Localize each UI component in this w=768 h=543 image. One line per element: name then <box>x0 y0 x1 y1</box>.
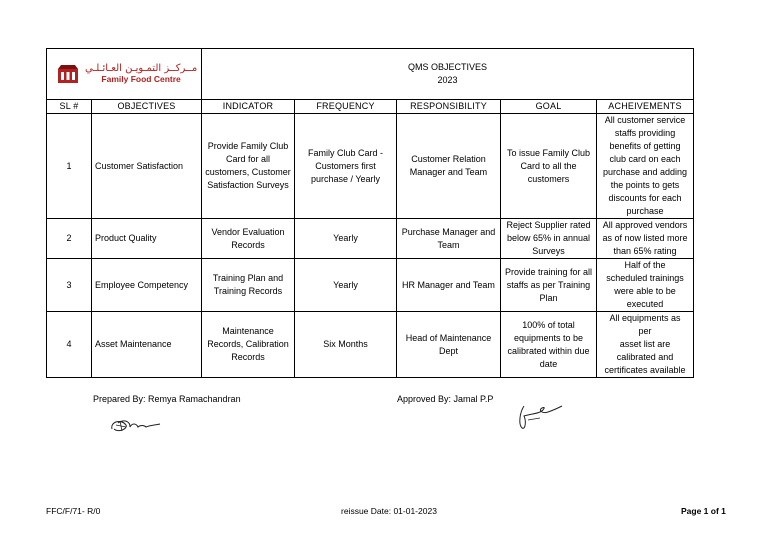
cell-line: Customers first <box>315 160 376 171</box>
cell-objective: Product Quality <box>92 219 202 259</box>
cell-objective: Asset Maintenance <box>92 312 202 378</box>
column-header: ACHEIVEMENTS <box>597 100 694 114</box>
logo-english-text: Family Food Centre <box>101 74 181 84</box>
cell-line: Six Months <box>323 339 368 349</box>
cell-line: To issue Family Club <box>506 147 591 158</box>
column-header: INDICATOR <box>202 100 295 114</box>
cell-responsibility <box>397 219 501 259</box>
table-row <box>47 312 694 378</box>
cell-goal <box>501 219 597 259</box>
cell-goal <box>501 259 597 312</box>
table-row <box>47 114 694 219</box>
cell-line: than 65% rating <box>613 246 677 256</box>
cell-line: Plan <box>539 292 558 303</box>
title-line-1: QMS OBJECTIVES <box>408 62 488 72</box>
cell-sl: 1 <box>47 114 92 219</box>
cell-line: Records, Calibration <box>207 339 289 349</box>
cell-line: All equipments as <box>609 313 681 323</box>
approved-by-signature <box>514 400 566 432</box>
cell-line: staffs as per Training <box>506 279 591 290</box>
cell-line: All customer service <box>604 115 686 125</box>
cell-line: discounts for each <box>608 193 682 203</box>
cell-achievements <box>597 259 694 312</box>
cell-line: 100% of total <box>522 319 575 330</box>
column-header: FREQUENCY <box>295 100 397 114</box>
cell-line: Dept <box>438 345 458 356</box>
page-number: Page 1 of 1 <box>681 506 726 516</box>
cell-achievements <box>597 219 694 259</box>
cell-responsibility <box>397 114 501 219</box>
cell-line: Yearly <box>333 279 358 290</box>
cell-line: customers <box>527 173 570 184</box>
cell-achievements <box>597 114 694 219</box>
page-title <box>202 49 694 100</box>
cell-frequency <box>295 219 397 259</box>
cell-sl: 4 <box>47 312 92 378</box>
title-line-2: 2023 <box>437 75 458 85</box>
cell-line: Training Plan and <box>212 273 284 283</box>
cell-line: Half of the <box>624 260 666 270</box>
cell-frequency <box>295 114 397 219</box>
cell-line: club card on each <box>609 154 681 164</box>
column-header: OBJECTIVES <box>92 100 202 114</box>
cell-sl: 2 <box>47 219 92 259</box>
approved-by-label: Approved By: Jamal P.P <box>397 394 494 404</box>
cell-line: Manager and Team <box>409 167 488 177</box>
cell-line: Satisfaction Surveys <box>207 180 289 190</box>
cell-indicator <box>202 259 295 312</box>
cell-line: Customer Relation <box>411 154 486 164</box>
cell-line: Provide training for all <box>504 266 593 277</box>
cell-line: Records <box>231 239 265 250</box>
cell-responsibility <box>397 259 501 312</box>
cell-goal <box>501 312 597 378</box>
document-code: FFC/F/71- R/0 <box>46 506 101 516</box>
cell-line: Vendor Evaluation <box>211 226 285 237</box>
cell-line: Card for all <box>225 154 270 164</box>
cell-line: purchase / Yearly <box>310 173 381 184</box>
cell-line: customers, Customer <box>205 167 291 177</box>
cell-line: calibrated within due <box>507 345 590 356</box>
prepared-by-signature <box>108 415 162 437</box>
cell-line: Training Records <box>213 286 283 296</box>
cell-line: benefits of getting <box>609 141 681 151</box>
cell-line: asset list are <box>619 339 671 349</box>
table-row <box>47 259 694 312</box>
cell-line: purchase <box>626 206 664 216</box>
column-header-row <box>47 100 694 114</box>
cell-line: were able to be <box>614 286 676 296</box>
cell-line: certificates available <box>604 365 686 375</box>
cell-indicator <box>202 312 295 378</box>
cell-line: Yearly <box>333 233 358 243</box>
cell-responsibility <box>397 312 501 378</box>
cell-line: Purchase Manager and <box>401 226 496 237</box>
cell-sl: 3 <box>47 259 92 312</box>
cell-frequency <box>295 259 397 312</box>
prepared-by-label: Prepared By: Remya Ramachandran <box>93 394 241 404</box>
cell-line: Family Club Card - <box>307 147 383 158</box>
qms-objectives-table <box>46 48 694 378</box>
cell-line: Provide Family Club <box>207 141 289 151</box>
cell-line: executed <box>626 299 664 309</box>
cell-line: All approved vendors <box>602 220 688 230</box>
cell-line: purchase and adding <box>602 167 688 177</box>
cell-objective: Customer Satisfaction <box>92 114 202 219</box>
logo-cell <box>47 49 202 100</box>
cell-goal <box>501 114 597 219</box>
cell-line: Maintenance <box>222 326 274 336</box>
cell-line: per <box>638 326 652 336</box>
cell-indicator <box>202 114 295 219</box>
cell-line: Head of Maintenance <box>405 332 492 343</box>
column-header: RESPONSIBILITY <box>397 100 501 114</box>
cell-line: HR Manager and Team <box>402 279 495 290</box>
cell-line: date <box>539 358 558 369</box>
cell-line: Surveys <box>532 246 565 256</box>
cell-line: calibrated and <box>616 352 674 362</box>
cell-indicator <box>202 219 295 259</box>
column-header: SL # <box>47 100 92 114</box>
cell-line: scheduled trainings <box>606 273 684 283</box>
cell-line: Team <box>437 239 460 250</box>
column-header: GOAL <box>501 100 597 114</box>
cell-line: below 65% in annual <box>506 233 591 243</box>
store-logo-icon <box>57 64 79 84</box>
cell-line: equipments to be <box>513 332 584 343</box>
cell-objective: Employee Competency <box>92 259 202 312</box>
cell-line: Reject Supplier rated <box>506 220 591 230</box>
cell-line: Card to all the <box>520 160 577 171</box>
cell-frequency <box>295 312 397 378</box>
cell-line: staffs providing <box>614 128 676 138</box>
cell-line: as of now listed more <box>602 233 688 243</box>
cell-line: Records <box>231 352 265 362</box>
reissue-date: reissue Date: 01-01-2023 <box>341 506 437 516</box>
table-row <box>47 219 694 259</box>
cell-line: the points to gets <box>610 180 680 190</box>
logo-arabic-text: مــركــز التمـويـن العـائـلـي <box>85 63 198 74</box>
cell-achievements <box>597 312 694 378</box>
